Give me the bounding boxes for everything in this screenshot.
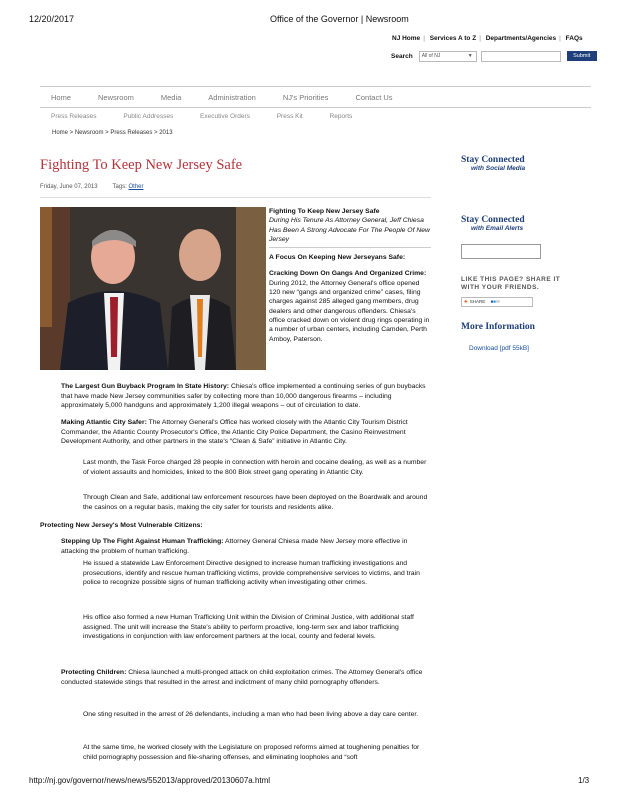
mainnav-contact[interactable]: Contact Us bbox=[355, 92, 393, 102]
ac-paragraph bbox=[61, 418, 431, 447]
download-pdf-link[interactable]: Download [pdf 55kB] bbox=[469, 345, 529, 352]
article-meta bbox=[40, 184, 144, 190]
print-url: http://nj.gov/governor/news/news/552013/approved/20130607a.html bbox=[29, 776, 271, 785]
facebook-icon: ■ bbox=[490, 299, 494, 304]
top-utility-nav: NJ Home | Services A to Z | Departments/Agencies | FAQs bbox=[392, 35, 583, 42]
ht-text: Attorney General Chiesa made New Jersey more effective in attacking the problem of human trafficking. bbox=[61, 538, 408, 555]
email-icon: ✉ bbox=[496, 299, 500, 304]
gangs-text: During 2012, the Attorney General's office opened 120 new “gangs and organized crime” cases, filing charges against 285 alleged gang members, drug dealers and other dangerous offenders. Chiesa's office cracked down on violent drug rings operating in a number of urban centers, including Camden, Perth Amboy, Paterson. bbox=[269, 279, 430, 343]
gun-lead: The Largest Gun Buyback Program In State History: bbox=[61, 383, 230, 390]
subnav-reports[interactable]: Reports bbox=[329, 113, 353, 120]
search-label: Search bbox=[391, 52, 413, 60]
focus-heading: A Focus On Keeping New Jerseyans Safe: bbox=[269, 254, 406, 262]
breadcrumb[interactable]: Home > Newsroom > Press Releases > 2013 bbox=[52, 130, 173, 136]
nav-link-faqs[interactable]: FAQs bbox=[565, 35, 583, 42]
vulnerable-heading bbox=[40, 521, 430, 531]
stay-connected-social bbox=[461, 155, 525, 172]
nav-link-nj-home[interactable]: NJ Home bbox=[392, 35, 421, 42]
gun-paragraph bbox=[61, 382, 431, 411]
ht-paragraph bbox=[61, 537, 431, 556]
child-detail-1: One sting resulted in the arrest of 26 defendants, including a man who had been living above a day care center. bbox=[83, 711, 419, 718]
mainnav-administration[interactable]: Administration bbox=[208, 92, 256, 102]
child-detail-2: At the same time, he worked closely with the Legislature on proposed reforms aimed at toughening penalties for child pornography possession and file-sharing offenses, and eliminating loopholes and “soft bbox=[83, 744, 420, 761]
ht-lead: Stepping Up The Fight Against Human Trafficking: bbox=[61, 538, 224, 545]
search-submit-button[interactable]: Submit bbox=[567, 51, 597, 61]
divider bbox=[40, 197, 431, 198]
sidebox-title: Fighting To Keep New Jersey Safe bbox=[269, 208, 380, 215]
page-title: Fighting To Keep New Jersey Safe bbox=[40, 157, 243, 173]
article-photo bbox=[40, 207, 266, 370]
ac-detail-2: Through Clean and Safe, additional law enforcement resources have been deployed on the Boardwalk and around the casinos on a regular basis, making the city safer for tourists and residents alike. bbox=[83, 494, 428, 511]
chevron-down-icon: ▼ bbox=[467, 52, 473, 59]
more-info-heading: More Information bbox=[461, 322, 535, 332]
mainnav-media[interactable]: Media bbox=[160, 92, 182, 102]
stay-connected-email bbox=[461, 215, 525, 232]
sidebox-subtitle: During His Tenure As Attorney General, Jeff Chiesa Has Been A Strong Advocate For The People Of New Jersey bbox=[269, 217, 430, 243]
print-page-number: 1/3 bbox=[578, 776, 590, 785]
article-sidebox bbox=[269, 207, 431, 344]
ac-detail-1: Last month, the Task Force charged 28 people in connection with heroin and cocaine dealing, as well as a number of violent assaults and homicides, linked to the 800 Blok street gang operating in Atlantic City. bbox=[83, 459, 427, 476]
ht-detail-1: He issued a statewide Law Enforcement Directive designed to increase human trafficking investigations and prosecutions, identify and rescue human trafficking victims, provide comprehensive services to victims, and train police to recognize possible signs of human trafficking activity when investigating other crimes. bbox=[83, 560, 420, 586]
social-media-link[interactable]: with Social Media bbox=[471, 165, 526, 172]
email-alerts-input[interactable] bbox=[461, 244, 541, 259]
sub-nav bbox=[51, 113, 377, 120]
subnav-executive-orders[interactable]: Executive Orders bbox=[200, 113, 250, 120]
nav-link-services[interactable]: Services A to Z bbox=[429, 35, 477, 42]
search-input[interactable] bbox=[481, 51, 561, 62]
search-scope-value: All of NJ bbox=[421, 52, 441, 59]
stay-connected-heading: Stay Connected bbox=[461, 155, 525, 165]
share-label: SHARE bbox=[469, 299, 486, 304]
ac-lead: Making Atlantic City Safer: bbox=[61, 419, 147, 426]
share-prompt-line-1: LIKE THIS PAGE? SHARE IT bbox=[461, 276, 561, 283]
child-lead: Protecting Children: bbox=[61, 669, 127, 676]
subnav-press-releases[interactable]: Press Releases bbox=[51, 113, 97, 120]
print-date: 12/20/2017 bbox=[29, 14, 75, 24]
stay-connected-heading: Stay Connected bbox=[461, 215, 525, 225]
child-text: Chiesa launched a multi-pronged attack on child exploitation crimes. The Attorney General's office conducted statewide stings that resulted in the arrest and indictment of many child pornography offenders. bbox=[61, 669, 423, 686]
share-prompt bbox=[461, 276, 560, 292]
gangs-paragraph bbox=[269, 269, 431, 343]
mainnav-home[interactable]: Home bbox=[51, 92, 72, 102]
email-alerts-link[interactable]: with Email Alerts bbox=[471, 225, 524, 232]
search-scope-select[interactable] bbox=[419, 51, 477, 62]
search-bar bbox=[391, 50, 597, 62]
subnav-press-kit[interactable]: Press Kit bbox=[276, 113, 303, 120]
mainnav-newsroom[interactable]: Newsroom bbox=[98, 92, 134, 102]
share-button[interactable] bbox=[461, 297, 533, 307]
subnav-public-addresses[interactable]: Public Addresses bbox=[123, 113, 174, 120]
print-title: Office of the Governor | Newsroom bbox=[270, 14, 409, 24]
main-nav bbox=[40, 86, 591, 108]
tag-link[interactable]: Other bbox=[128, 184, 144, 190]
vulnerable-heading-text: Protecting New Jersey's Most Vulnerable Citizens: bbox=[40, 522, 203, 529]
divider bbox=[269, 247, 431, 248]
gangs-lead: Cracking Down On Gangs And Organized Crime: bbox=[269, 270, 427, 278]
child-paragraph bbox=[61, 668, 431, 687]
gun-text: Chiesa's office implemented a continuing series of gun buybacks that have made New Jersey communities safer by collecting more than 10,000 dangerous firearms – including approximately 5,000 handguns and approximately 1,200 illegal weapons – out of circulation to date. bbox=[61, 383, 426, 409]
mainnav-priorities[interactable]: NJ's Priorities bbox=[282, 92, 329, 102]
ac-text: The Attorney General's Office has worked closely with the Atlantic City Tourism District Commander, the Atlantic County Prosecutor's Office, the Atlantic City Police Department, the Casino Reinvestment Development Authority, and other partners in the state's “Clean & Safe” initiative in Atlantic City. bbox=[61, 419, 408, 445]
share-prompt-line-2: WITH YOUR FRIENDS. bbox=[461, 284, 540, 291]
share-icon: ✚ bbox=[464, 299, 468, 304]
more-information bbox=[461, 322, 535, 332]
twitter-icon: ■ bbox=[493, 299, 496, 304]
tags-label: Tags: bbox=[112, 184, 127, 190]
article-date: Friday, June 07, 2013 bbox=[40, 184, 98, 190]
ht-detail-2: His office also formed a new Human Trafficking Unit within the Division of Criminal Justice, with additional staff assigned. The unit will increase the State's ability to perform proactive, long-term sex and labor trafficking investigations in conjunction with law enforcement partners at the local, county and federal levels. bbox=[83, 614, 414, 640]
nav-link-departments[interactable]: Departments/Agencies bbox=[485, 35, 557, 42]
